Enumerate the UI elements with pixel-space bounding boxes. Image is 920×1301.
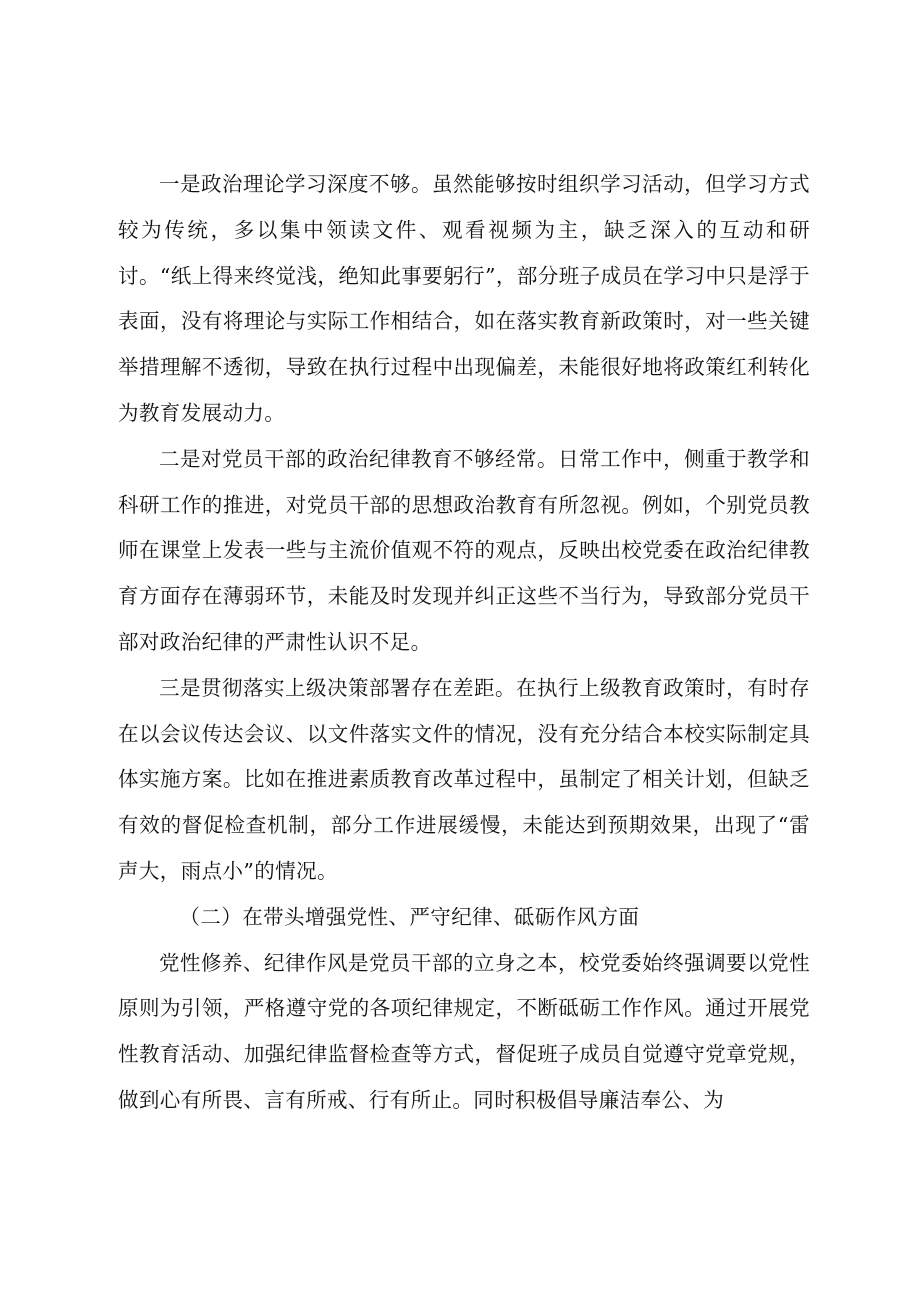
document-body [118, 162, 810, 1124]
paragraph-point-two: 二是对党员干部的政治纪律教育不够经常。日常工作中，侧重于教学和科研工作的推进，对党员干部的思想政治教育有所忽视。例如，个别党员教师在课堂上发表一些与主流价值观不符的观点，反映出校党委在政治纪律教育方面存在薄弱环节，未能及时发现并纠正这些不当行为，导致部分党员干部对政治纪律的严肃性认识不足。 [118, 446, 810, 654]
section-heading: （二）在带头增强党性、严守纪律、砥砺作风方面 [179, 904, 640, 929]
paragraph-point-three: 三是贯彻落实上级决策部署存在差距。在执行上级教育政策时，有时存在以会议传达会议、以文件落实文件的情况，没有充分结合本校实际制定具体实施方案。比如在推进素质教育改革过程中，虽制定了相关计划，但缺乏有效的督促检查机制，部分工作进展缓慢，未能达到预期效果，出现了“雷声大，雨点小”的情况。 [118, 675, 810, 883]
paragraph-point-one: 一是政治理论学习深度不够。虽然能够按时组织学习活动，但学习方式较为传统，多以集中领读文件、观看视频为主，缺乏深入的互动和研讨。“纸上得来终觉浅，绝知此事要躬行”，部分班子成员在学习中只是浮于表面，没有将理论与实际工作相结合，如在落实教育新政策时，对一些关键举措理解不透彻，导致在执行过程中出现偏差，未能很好地将政策红利转化为教育发展动力。 [118, 172, 810, 425]
paragraph-section-intro: 党性修养、纪律作风是党员干部的立身之本，校党委始终强调要以党性原则为引领，严格遵守党的各项纪律规定，不断砥砺工作作风。通过开展党性教育活动、加强纪律监督检查等方式，督促班子成员自觉遵守党章党规，做到心有所畏、言有所戒、行有所止。同时积极倡导廉洁奉公、为 [118, 950, 810, 1112]
